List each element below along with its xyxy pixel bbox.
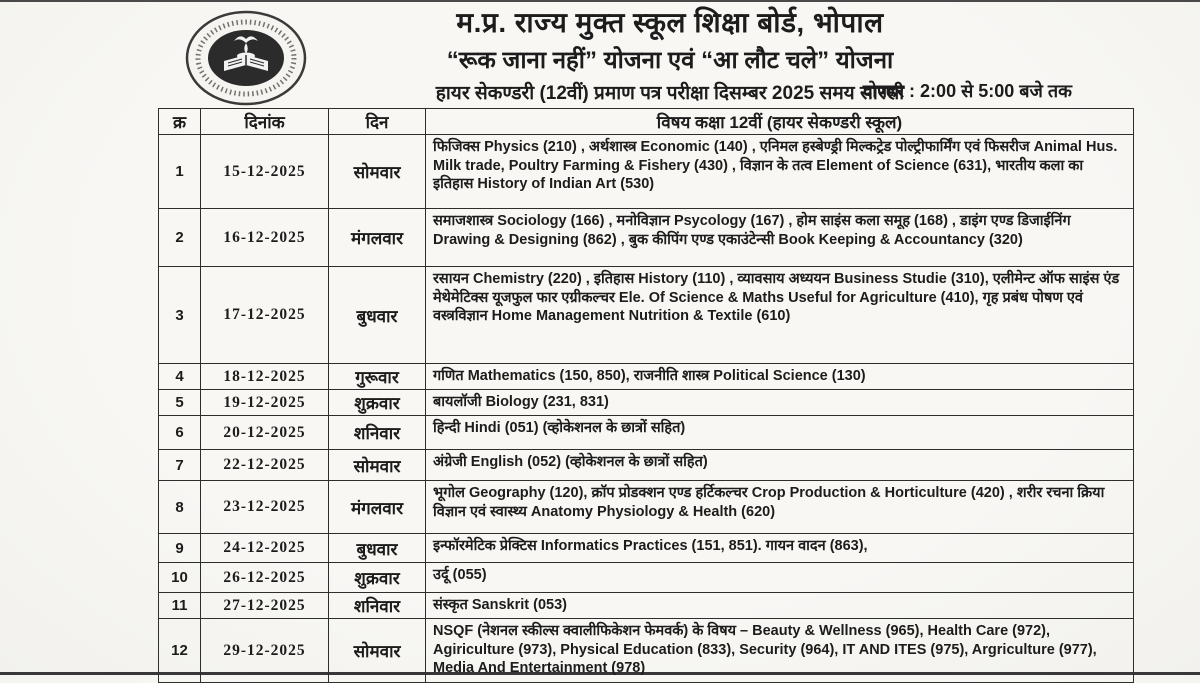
- date-cell: 24-12-2025: [201, 534, 329, 563]
- date-cell: 27-12-2025: [201, 593, 329, 619]
- sn-cell: 8: [159, 481, 201, 534]
- exam-timetable: [158, 108, 1134, 683]
- sn-cell: 4: [159, 364, 201, 390]
- table-row: [159, 364, 1134, 390]
- subjects-cell: उर्दू (055): [426, 563, 1134, 593]
- sn-cell: 7: [159, 450, 201, 481]
- date-cell: 19-12-2025: [201, 390, 329, 416]
- table-row: [159, 534, 1134, 563]
- page-title: म.प्र. राज्य मुक्त स्कूल शिक्षा बोर्ड, भोपाल: [456, 7, 884, 38]
- column-header-sn: क्र: [159, 109, 201, 135]
- sn-cell: 9: [159, 534, 201, 563]
- column-header-subjects: विषय कक्षा 12वीं (हायर सेकण्डरी स्कूल): [426, 109, 1134, 135]
- date-cell: 22-12-2025: [201, 450, 329, 481]
- day-cell: बुधवार: [329, 267, 426, 364]
- day-cell: सोमवार: [329, 450, 426, 481]
- day-cell: शनिवार: [329, 416, 426, 450]
- subjects-cell: इन्फॉरमेटिक प्रेक्टिस Informatics Practices (151, 851). गायन वादन (863),: [426, 534, 1134, 563]
- sn-cell: 5: [159, 390, 201, 416]
- board-seal-icon: [184, 9, 308, 107]
- table-row: [159, 450, 1134, 481]
- date-cell: 17-12-2025: [201, 267, 329, 364]
- subjects-cell: भूगोल Geography (120), क्रॉप प्रोडक्शन एण्ड हर्टिकल्चर Crop Production & Horticulture (420) , शरीर रचना क्रिया विज्ञान एवं स्वास्थ्य Anatomy Physiology & Health (620): [426, 481, 1134, 534]
- subjects-cell: हिन्दी Hindi (051) (व्होकेशनल के छात्रों सहित): [426, 416, 1134, 450]
- table-row: [159, 416, 1134, 450]
- column-header-date: दिनांक: [201, 109, 329, 135]
- top-edge-line: [0, 0, 1200, 2]
- table-row: [159, 563, 1134, 593]
- table-row: [159, 267, 1134, 364]
- sn-cell: 11: [159, 593, 201, 619]
- subjects-cell: रसायन Chemistry (220) , इतिहास History (110) , व्यावसाय अध्ययन Business Studie (310), एलीमेन्ट ऑफ साइंस एंड मेथेमेटिक्स यूजफुल फार एग्रीकल्चर Ele. Of Science & Maths Useful for Agriculture (410), गृह प्रबंध पोषण एवं वस्त्रविज्ञान Home Management Nutrition & Textile (610): [426, 267, 1134, 364]
- scheme-subtitle: “रूक जाना नहीं” योजना एवं “आ लौट चले” योजना: [446, 47, 894, 74]
- sn-cell: 2: [159, 209, 201, 267]
- day-cell: शनिवार: [329, 593, 426, 619]
- date-cell: 15-12-2025: [201, 135, 329, 209]
- board-seal-logo: [184, 9, 308, 107]
- table-row: [159, 481, 1134, 534]
- sn-cell: 10: [159, 563, 201, 593]
- exam-time-line: दोपहर : 2:00 से 5:00 बजे तक: [862, 81, 1072, 101]
- subjects-cell: संस्कृत Sanskrit (053): [426, 593, 1134, 619]
- sn-cell: 6: [159, 416, 201, 450]
- day-cell: गुरूवार: [329, 364, 426, 390]
- table-row: [159, 209, 1134, 267]
- table-header-row: [159, 109, 1134, 135]
- day-cell: मंगलवार: [329, 209, 426, 267]
- date-cell: 16-12-2025: [201, 209, 329, 267]
- table-row: [159, 593, 1134, 619]
- sn-cell: 3: [159, 267, 201, 364]
- sn-cell: 1: [159, 135, 201, 209]
- date-cell: 20-12-2025: [201, 416, 329, 450]
- day-cell: सोमवार: [329, 135, 426, 209]
- subjects-cell: अंग्रेजी English (052) (व्होकेशनल के छात्रों सहित): [426, 450, 1134, 481]
- subjects-cell: NSQF (नेशनल स्कील्स क्वालीफिकेशन फेमवर्क) के विषय – Beauty & Wellness (965), Health Care (972), Agiriculture (973), Physical Education (833), Security (964), IT AND ITES (975), Argriculture (977), Media And Entertainment (978): [426, 619, 1134, 683]
- subjects-cell: समाजशास्त्र Sociology (166) , मनोविज्ञान Psycology (167) , होम साइंस कला समूह (168) , डाइंग एण्ड डिजाईनिंग Drawing & Designing (862) , बुक कीपिंग एण्ड एकाउंटेन्सी Book Keeping & Accountancy (320): [426, 209, 1134, 267]
- date-cell: 23-12-2025: [201, 481, 329, 534]
- day-cell: सोमवार: [329, 619, 426, 683]
- table-row: [159, 619, 1134, 683]
- table-row: [159, 390, 1134, 416]
- sn-cell: 12: [159, 619, 201, 683]
- subjects-cell: फिजिक्स Physics (210) , अर्थशास्त्र Economic (140) , एनिमल हस्बेण्ड्री मिल्कट्रेड पोल्ट्रीफार्मिंग एवं फिसरीज Animal Hus. Milk trade, Poultry Farming & Fishery (430) , विज्ञान के तत्व Element of Science (631), भारतीय कला का इतिहास History of Indian Art (530): [426, 135, 1134, 209]
- table-row: [159, 135, 1134, 209]
- day-cell: मंगलवार: [329, 481, 426, 534]
- subjects-cell: बायलॉजी Biology (231, 831): [426, 390, 1134, 416]
- day-cell: शुक्रवार: [329, 563, 426, 593]
- day-cell: बुधवार: [329, 534, 426, 563]
- date-cell: 29-12-2025: [201, 619, 329, 683]
- date-cell: 26-12-2025: [201, 563, 329, 593]
- exam-title-line: हायर सेकण्डरी (12वीं) प्रमाण पत्र परीक्षा दिसम्बर 2025 समय सारणी: [435, 83, 905, 104]
- column-header-day: दिन: [329, 109, 426, 135]
- date-cell: 18-12-2025: [201, 364, 329, 390]
- day-cell: शुक्रवार: [329, 390, 426, 416]
- subjects-cell: गणित Mathematics (150, 850), राजनीति शास्त्र Political Science (130): [426, 364, 1134, 390]
